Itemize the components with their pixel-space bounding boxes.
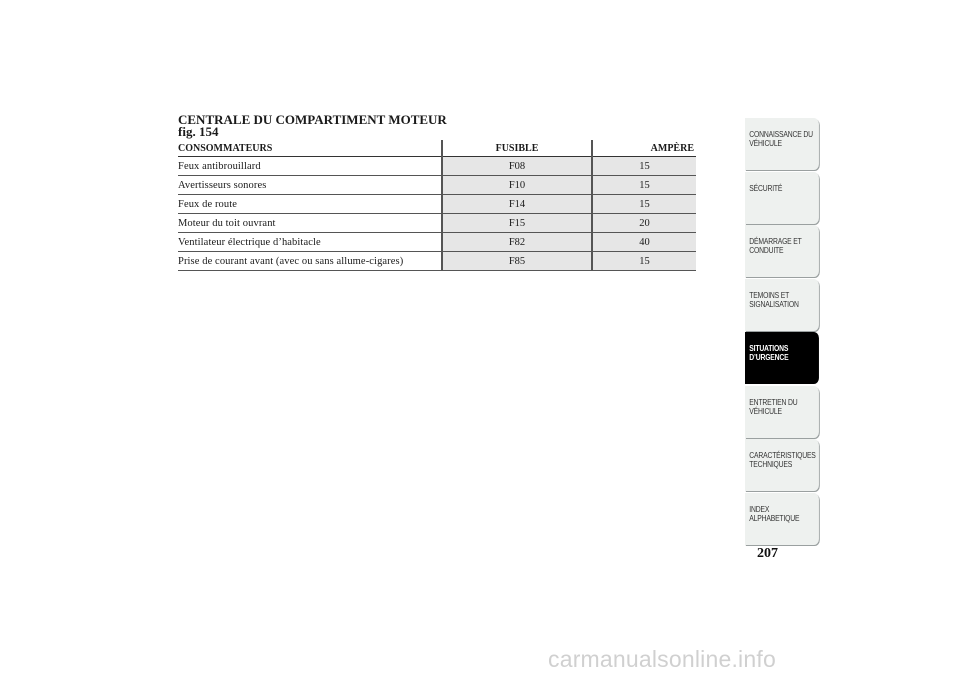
- tab-label: D’URGENCE: [749, 353, 789, 362]
- consumer-cell: Feux antibrouillard: [178, 157, 442, 176]
- tab-label: SIGNALISATION: [749, 299, 799, 309]
- tab-entretien-du-vehicule[interactable]: [745, 386, 819, 438]
- table-row: [178, 233, 696, 252]
- fuse-table: [178, 140, 696, 271]
- tab-label: CONNAISSANCE DU: [749, 130, 813, 139]
- ampere-cell: 15: [592, 195, 696, 214]
- tab-label: TECHNIQUES: [749, 460, 793, 469]
- section-title-line1: CENTRALE DU COMPARTIMENT MOTEUR: [178, 112, 447, 127]
- consumer-cell: Moteur du toit ouvrant: [178, 214, 442, 233]
- ampere-cell: 15: [592, 176, 696, 195]
- fuse-cell: F08: [442, 157, 592, 176]
- header-ampere: AMPÈRE: [592, 140, 696, 157]
- tab-label: TEMOINS ET: [749, 290, 790, 300]
- ampere-cell: 15: [592, 157, 696, 176]
- table-header-row: [178, 140, 696, 157]
- fuse-cell: F15: [442, 214, 592, 233]
- header-fuse: FUSIBLE: [442, 140, 592, 157]
- tab-temoins-et-signalisation[interactable]: [745, 279, 819, 331]
- figure-reference: fig. 154: [178, 124, 219, 139]
- header-consumers: CONSOMMATEURS: [178, 140, 442, 157]
- chapter-tabs: [745, 118, 819, 546]
- tab-label: VÉHICULE: [749, 139, 782, 148]
- consumer-cell: Ventilateur électrique d’habitacle: [178, 233, 442, 252]
- tab-label: SÉCURITÉ: [749, 183, 783, 193]
- watermark: carmanualsonline.info: [548, 646, 776, 672]
- ampere-cell: 15: [592, 252, 696, 271]
- consumer-cell: Feux de route: [178, 195, 442, 214]
- tab-label: ENTRETIEN DU: [749, 397, 798, 407]
- tab-label: SITUATIONS: [749, 344, 789, 353]
- consumer-cell: Prise de courant avant (avec ou sans allume-cigares): [178, 252, 442, 271]
- tab-situations-d-urgence[interactable]: [745, 332, 819, 384]
- tab-demarrage-et-conduite[interactable]: [745, 225, 819, 277]
- tab-connaissance-du-vehicule[interactable]: [745, 118, 819, 170]
- fuse-cell: F10: [442, 176, 592, 195]
- tab-label: DÉMARRAGE ET: [749, 237, 802, 246]
- tab-label: CARACTÉRISTIQUES: [749, 451, 816, 460]
- tab-index-alphabetique[interactable]: [745, 493, 819, 545]
- ampere-cell: 20: [592, 214, 696, 233]
- table-row: [178, 176, 696, 195]
- table-row: [178, 157, 696, 176]
- fuse-cell: F82: [442, 233, 592, 252]
- section-title: [178, 114, 478, 138]
- fuse-cell: F85: [442, 252, 592, 271]
- tab-label: INDEX: [749, 504, 770, 514]
- tab-label: VÉHICULE: [749, 406, 782, 416]
- tab-caracteristiques-techniques[interactable]: [745, 439, 819, 491]
- table-row: [178, 195, 696, 214]
- page-number: 207: [757, 546, 778, 561]
- tab-label: ALPHABETIQUE: [749, 513, 800, 523]
- tab-securite[interactable]: [745, 172, 819, 224]
- tab-label: CONDUITE: [749, 246, 784, 255]
- fuse-cell: F14: [442, 195, 592, 214]
- ampere-cell: 40: [592, 233, 696, 252]
- consumer-cell: Avertisseurs sonores: [178, 176, 442, 195]
- table-row: [178, 214, 696, 233]
- table-row: [178, 252, 696, 271]
